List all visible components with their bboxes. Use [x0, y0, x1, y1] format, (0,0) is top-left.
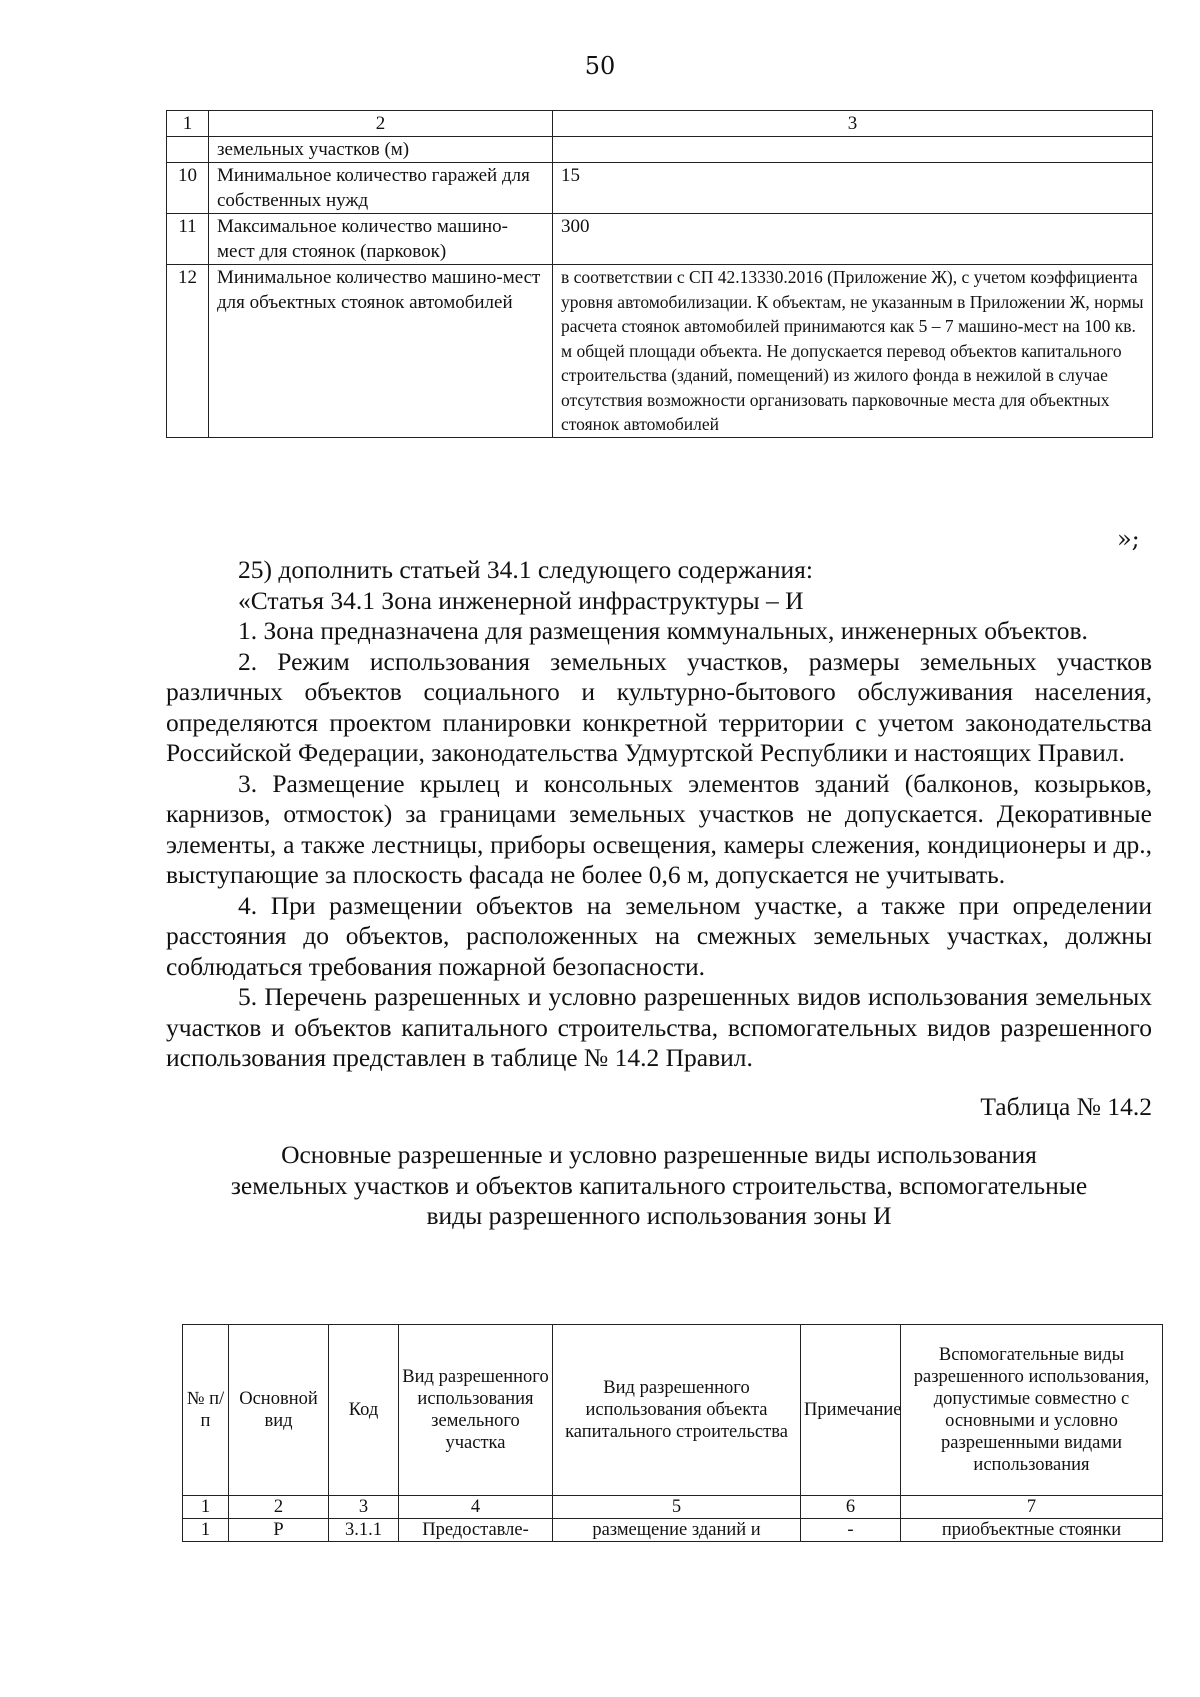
header-cell: Код	[329, 1325, 399, 1496]
header-cell: 3	[553, 111, 1153, 137]
table-row	[167, 265, 1153, 438]
paragraph: 25) дополнить статьей 34.1 следующего содержания:	[238, 555, 813, 584]
header-cell: Вспомогательные виды разрешенного использования, допустимые совместно с основными и условно разрешенными видами использования	[901, 1325, 1163, 1496]
article-heading: «Статья 34.1 Зона инженерной инфраструктуры – И	[238, 585, 804, 615]
table-cell: размещение зданий и	[553, 1519, 801, 1542]
paragraph: 3. Размещение крылец и консольных элементов зданий (балконов, козырьков, карнизов, отмосток) за границами земельных участков не допускается. Декоративные элементы, а также лестницы, приборы освещения, камеры слежения, кондиционеры и др., выступающие за плоскость фасада не более 0,6 м, допускается не учитывать.	[166, 768, 1152, 889]
header-cell: Вид разрешенного использования объекта капитального строительства	[553, 1325, 801, 1496]
column-number: 1	[183, 1496, 229, 1519]
header-cell: 2	[209, 111, 553, 137]
row-value: в соответствии с СП 42.13330.2016 (Приложение Ж), с учетом коэффициента уровня автомобилизации. К объектам, не указанным в Приложении Ж, нормы расчета стоянок автомобилей принимаются как 5 – 7 машино-мест на 100 кв. м общей площади объекта. Не допускается перевод объектов капитального строительства (зданий, помещений) из жилого фонда в нежилой в случае отсутствия возможности организовать парковочные места для объектных стоянок автомобилей	[553, 265, 1153, 438]
body-text	[166, 555, 1152, 1232]
table-row	[167, 163, 1153, 214]
table-title: Основные разрешенные и условно разрешенные виды использования земельных участков и объектов капитального строительства, вспомогательные виды разрешенного использования зоны И	[230, 1140, 1088, 1230]
row-value	[553, 137, 1153, 163]
column-number: 2	[229, 1496, 329, 1519]
land-use-table	[182, 1324, 1163, 1542]
table-label: Таблица № 14.2	[980, 1091, 1152, 1121]
row-value: 15	[553, 163, 1153, 214]
header-cell: Вид разрешенного использования земельного участка	[399, 1325, 553, 1496]
table-cell: приобъектные стоянки	[901, 1519, 1163, 1542]
paragraph: 2. Режим использования земельных участков, размеры земельных участков различных объектов социального и культурно-бытового обслуживания населения, определяются проектом планировки конкретной территории с учетом законодательства Российской Федерации, законодательства Удмуртской Республики и настоящих Правил.	[166, 646, 1152, 767]
table-row	[167, 137, 1153, 163]
row-number: 12	[167, 265, 209, 438]
header-cell: Примечание	[801, 1325, 901, 1496]
column-number: 4	[399, 1496, 553, 1519]
table-row	[183, 1519, 1163, 1542]
column-number: 5	[553, 1496, 801, 1519]
row-number: 11	[167, 214, 209, 265]
row-number	[167, 137, 209, 163]
column-number: 7	[901, 1496, 1163, 1519]
row-name: Минимальное количество гаражей для собственных нужд	[209, 163, 553, 214]
closing-quote: »;	[1117, 525, 1140, 553]
paragraph: 5. Перечень разрешенных и условно разрешенных видов использования земельных участков и объектов капитального строительства, вспомогательных видов разрешенного использования представлен в таблице № 14.2 Правил.	[166, 982, 1152, 1072]
header-cell: 1	[167, 111, 209, 137]
row-value: 300	[553, 214, 1153, 265]
column-number: 3	[329, 1496, 399, 1519]
parameters-table	[166, 110, 1153, 438]
row-name: Максимальное количество машино-мест для стоянок (парковок)	[209, 214, 553, 265]
row-name: Минимальное количество машино-мест для объектных стоянок автомобилей	[209, 265, 553, 438]
header-cell: Основной вид	[229, 1325, 329, 1496]
column-number-row	[183, 1496, 1163, 1519]
table-cell: -	[801, 1519, 901, 1542]
paragraph: 4. При размещении объектов на земельном участке, а также при определении расстояния до объектов, расположенных на смежных земельных участках, должны соблюдаться требования пожарной безопасности.	[166, 890, 1152, 981]
table-header-row	[183, 1325, 1163, 1496]
table-row	[167, 214, 1153, 265]
row-name: земельных участков (м)	[209, 137, 553, 163]
page-number: 50	[584, 52, 616, 80]
row-number: 10	[167, 163, 209, 214]
table-header-row	[167, 111, 1153, 137]
paragraph: 1. Зона предназначена для размещения коммунальных, инженерных объектов.	[238, 616, 1088, 645]
table-cell: Предоставле-	[399, 1519, 553, 1542]
column-number: 6	[801, 1496, 901, 1519]
table-cell: Р	[229, 1519, 329, 1542]
header-cell: № п/п	[183, 1325, 229, 1496]
table-cell: 3.1.1	[329, 1519, 399, 1542]
table-cell: 1	[183, 1519, 229, 1542]
